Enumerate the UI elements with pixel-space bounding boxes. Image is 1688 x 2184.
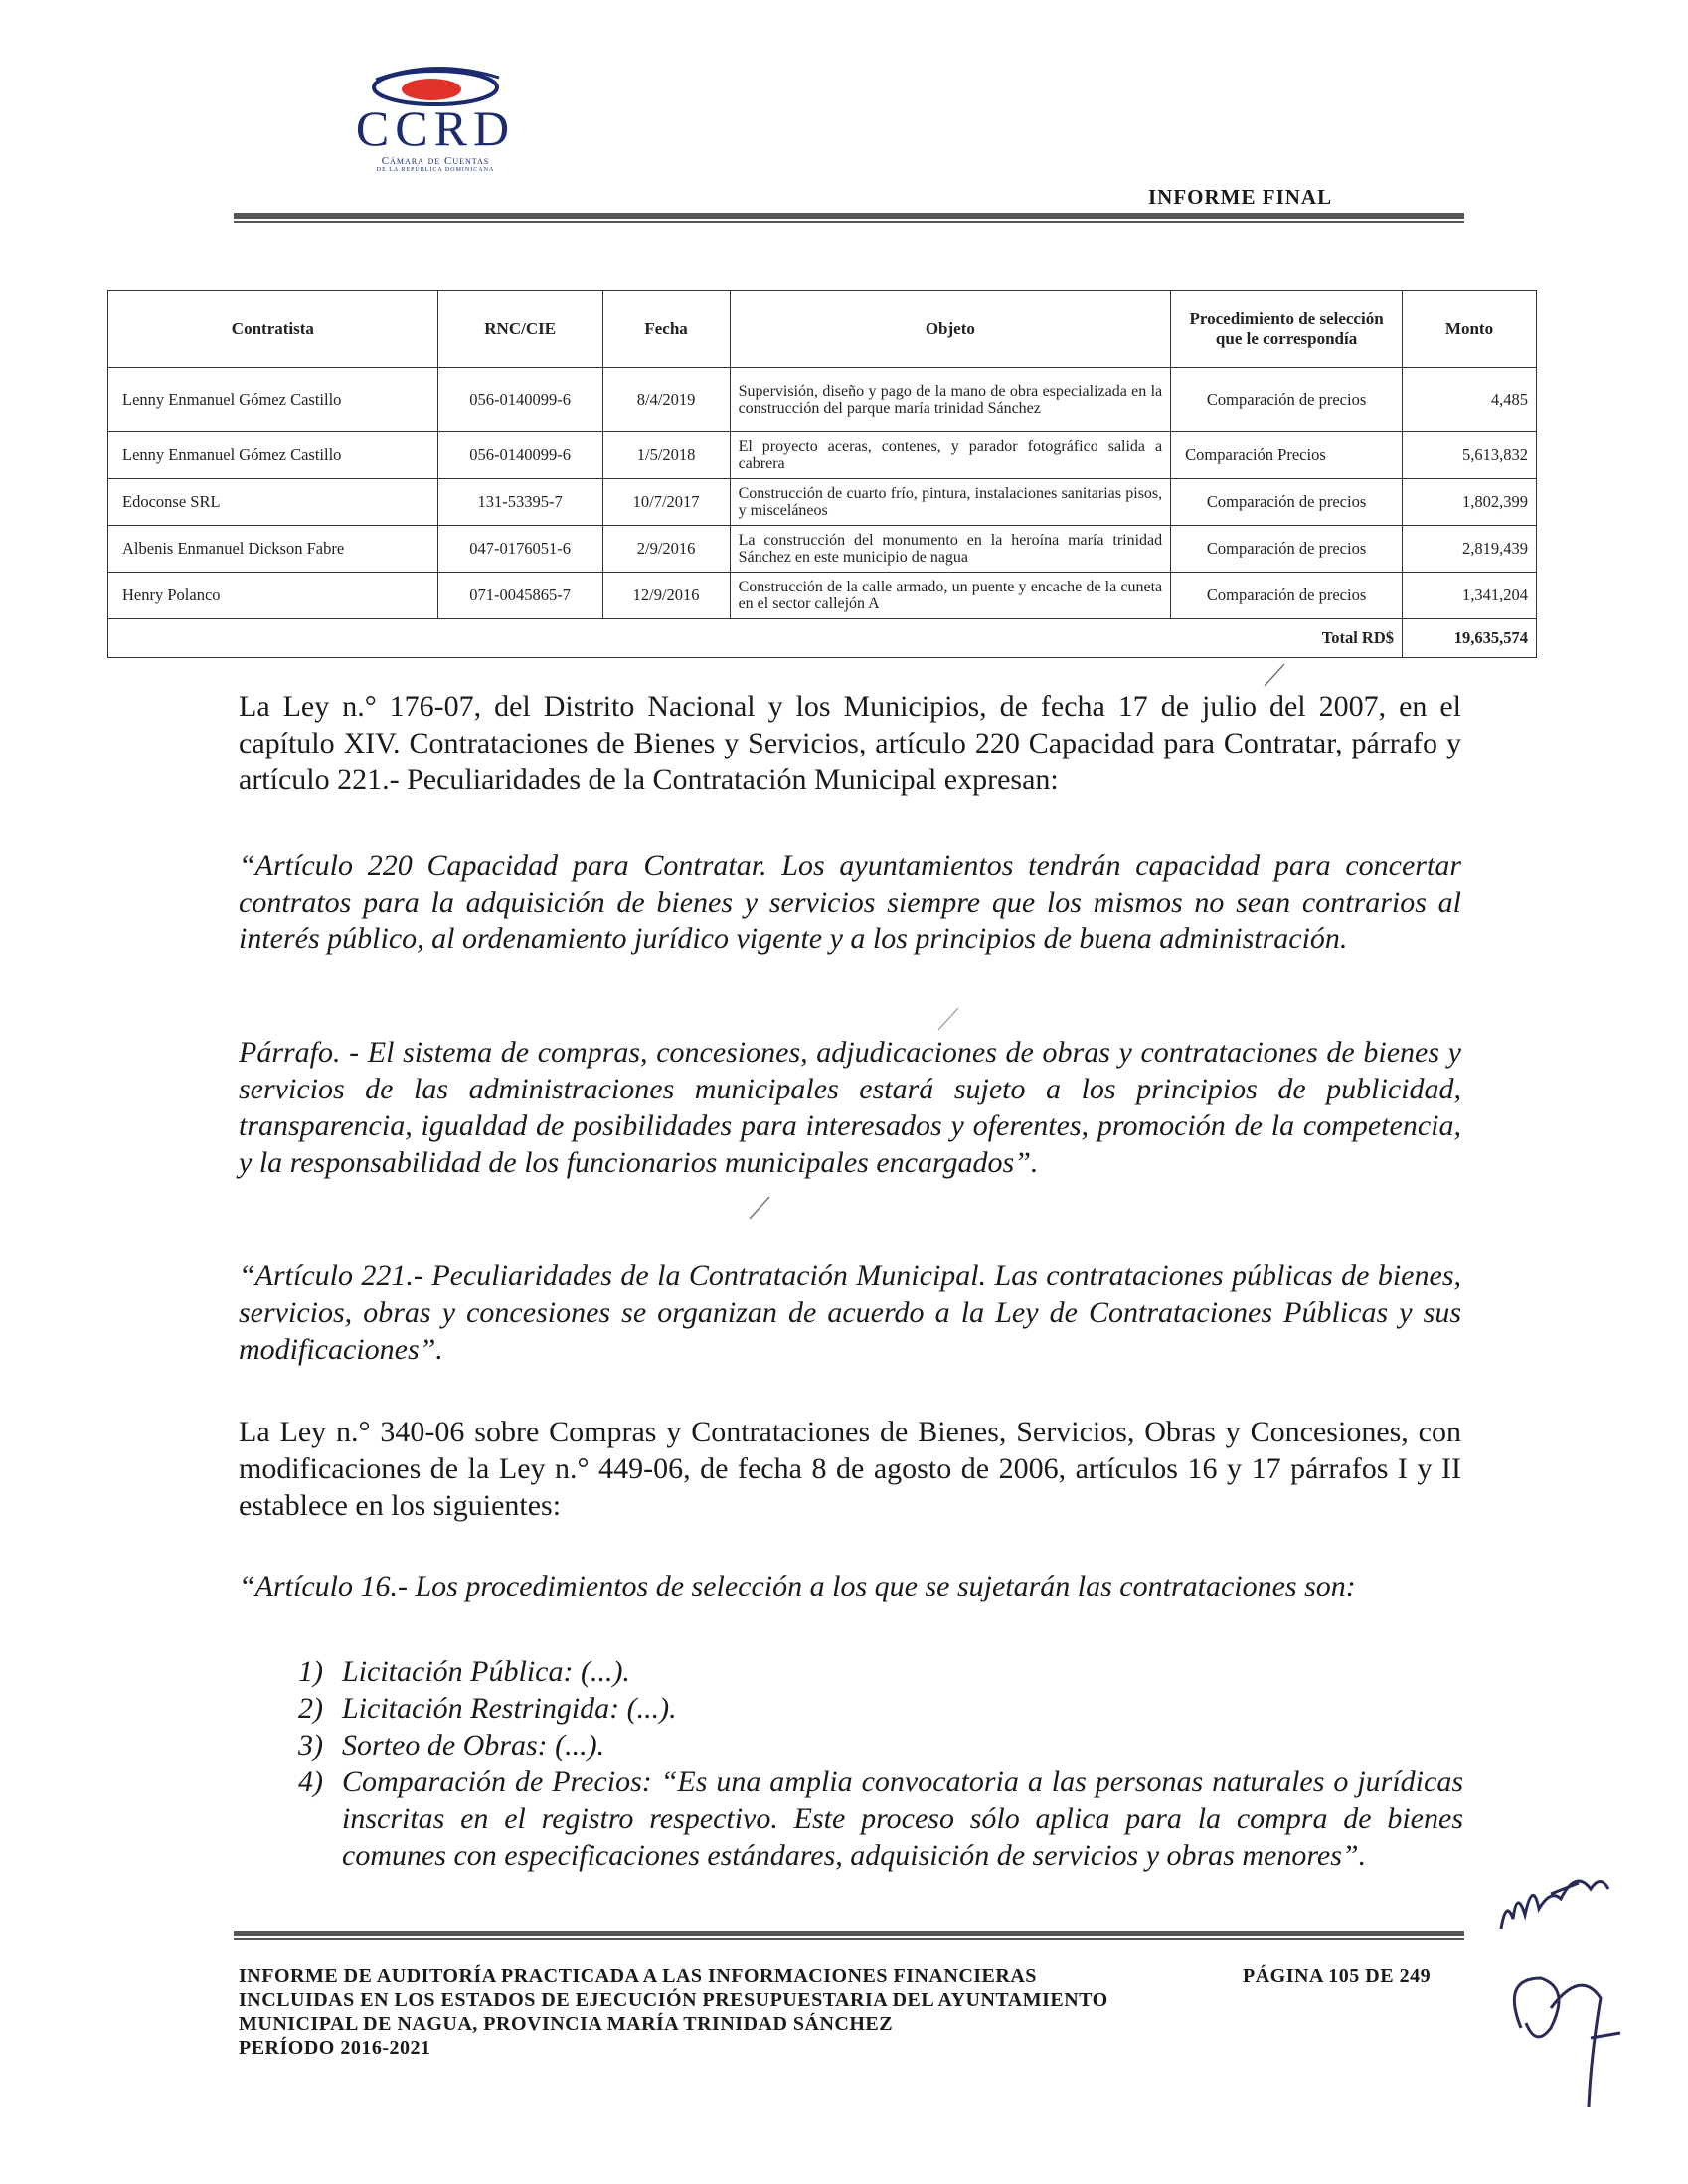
cell-fecha: 1/5/2018 <box>602 432 730 479</box>
cell-monto: 1,341,204 <box>1403 573 1537 619</box>
ccrd-logo <box>316 60 555 173</box>
cell-procedimiento: Comparación de precios <box>1171 479 1403 526</box>
table-row <box>108 432 1537 479</box>
cell-rnc: 131-53395-7 <box>437 479 602 526</box>
list-text: Licitación Pública: (...). <box>342 1655 630 1688</box>
cell-monto: 4,485 <box>1403 368 1537 432</box>
list-item <box>298 1690 1463 1727</box>
paragraph-text: La Ley n.° 176-07, del Distrito Nacional y los Municipios, de fecha 17 de julio del 2007, en el capítulo XIV. Contrataciones de Bienes y Servicios, artículo 220 Capacidad para Contratar, párrafo y artículo 221.- Peculiaridades de la Contratación Municipal expresan: <box>239 690 1461 796</box>
cell-objeto: Construcción de cuarto frío, pintura, instalaciones sanitarias pisos, y misceláneos <box>730 479 1171 526</box>
cell-contratista: Henry Polanco <box>108 573 438 619</box>
list-item <box>298 1653 1463 1690</box>
paragraph-text: Párrafo. - El sistema de compras, concesiones, adjudicaciones de obras y contrataciones de bienes y servicios de las administraciones municipales estará sujeto a los principios de publicidad, transparencia, igualdad de posibilidades para interesados y oferentes, promoción de la competencia, y la responsabilidad de los funcionarios municipales encargados”. <box>239 1036 1461 1179</box>
check-mark-icon <box>1261 660 1290 690</box>
cell-fecha: 8/4/2019 <box>602 368 730 432</box>
header-fecha: Fecha <box>602 291 730 368</box>
cell-monto: 5,613,832 <box>1403 432 1537 479</box>
total-label: Total RD$ <box>1171 619 1403 658</box>
cell-objeto: La construcción del monumento en la heroína maría trinidad Sánchez en este municipio de nagua <box>730 526 1171 573</box>
cell-procedimiento: Comparación de precios <box>1171 573 1403 619</box>
check-mark-icon <box>746 1193 775 1223</box>
contracts-table <box>107 290 1537 658</box>
paragraph-text: La Ley n.° 340-06 sobre Compras y Contrataciones de Bienes, Servicios, Obras y Concesiones, con modificaciones de la Ley n.° 449-06, de fecha 8 de agosto de 2006, artículos 16 y 17 párrafos I y II establece en los siguientes: <box>239 1416 1461 1522</box>
table-row <box>108 573 1537 619</box>
cell-procedimiento: Comparación de precios <box>1171 526 1403 573</box>
cell-objeto: Construcción de la calle armado, un puente y encache de la cuneta en el sector callejón A <box>730 573 1171 619</box>
footer-line-3: MUNICIPAL DE NAGUA, PROVINCIA MARÍA TRINIDAD SÁNCHEZ <box>239 2013 894 2035</box>
check-mark-icon <box>934 1004 964 1034</box>
cell-procedimiento: Comparación Precios <box>1171 432 1403 479</box>
cell-rnc: 056-0140099-6 <box>437 432 602 479</box>
header-monto: Monto <box>1403 291 1537 368</box>
header-objeto: Objeto <box>730 291 1171 368</box>
list-number: 1) <box>298 1655 323 1688</box>
handwritten-initials-icon <box>1481 1859 1660 2157</box>
logo-text: CCRD <box>355 100 516 156</box>
footer-line-2: INCLUIDAS EN LOS ESTADOS DE EJECUCIÓN PRESUPUESTARIA DEL AYUNTAMIENTO <box>239 1989 1108 2011</box>
footer-line-4: PERÍODO 2016-2021 <box>239 2037 431 2059</box>
quote-parrafo <box>239 1034 1461 1181</box>
list-number: 2) <box>298 1692 323 1725</box>
header-rule <box>234 213 1464 223</box>
paragraph-ley-340 <box>239 1414 1461 1524</box>
page-footer <box>239 1964 1461 2060</box>
cell-contratista: Lenny Enmanuel Gómez Castillo <box>108 368 438 432</box>
cell-rnc: 071-0045865-7 <box>437 573 602 619</box>
paragraph-text: “Artículo 16.- Los procedimientos de selección a los que se sujetarán las contrataciones son: <box>239 1570 1356 1602</box>
cell-fecha: 10/7/2017 <box>602 479 730 526</box>
table-row <box>108 479 1537 526</box>
list-text: Sorteo de Obras: (...). <box>342 1729 605 1762</box>
list-text: Licitación Restringida: (...). <box>342 1692 677 1725</box>
cell-fecha: 12/9/2016 <box>602 573 730 619</box>
doc-title: INFORME FINAL <box>1148 185 1333 209</box>
list-item <box>298 1764 1463 1874</box>
logo-subtitle: Cámara de Cuentas <box>381 155 490 167</box>
list-number: 3) <box>298 1729 323 1762</box>
quote-articulo-16 <box>239 1568 1461 1604</box>
list-item <box>298 1727 1463 1764</box>
table-row <box>108 526 1537 573</box>
list-text: Comparación de Precios: “Es una amplia convocatoria a las personas naturales o jurídicas inscritas en el registro respectivo. Este proceso sólo aplica para la compra de bienes comunes con especificaciones estándares, adquisición de servicios y obras menores”. <box>342 1765 1463 1872</box>
header-contratista: Contratista <box>108 291 438 368</box>
cell-contratista: Albenis Enmanuel Dickson Fabre <box>108 526 438 573</box>
selection-procedures-list <box>298 1653 1463 1874</box>
footer-line-1: INFORME DE AUDITORÍA PRACTICADA A LAS INFORMACIONES FINANCIERAS <box>239 1965 1037 1987</box>
cell-fecha: 2/9/2016 <box>602 526 730 573</box>
logo-subtitle-2: DE LA REPÚBLICA DOMINICANA <box>376 167 495 173</box>
header-procedimiento: Procedimiento de selección que le correspondía <box>1171 291 1403 368</box>
quote-articulo-221 <box>239 1258 1461 1368</box>
table-total-row <box>108 619 1537 658</box>
page-number: PÁGINA 105 DE 249 <box>1243 1965 1432 1987</box>
cell-monto: 1,802,399 <box>1403 479 1537 526</box>
quote-articulo-220 <box>239 847 1461 957</box>
cell-contratista: Edoconse SRL <box>108 479 438 526</box>
paragraph-text: “Artículo 220 Capacidad para Contratar. Los ayuntamientos tendrán capacidad para concertar contratos para la adquisición de bienes y servicios siempre que los mismos no sean contrarios al interés público, al ordenamiento jurídico vigente y a los principios de buena administración. <box>239 849 1461 955</box>
cell-objeto: El proyecto aceras, contenes, y parador fotográfico salida a cabrera <box>730 432 1171 479</box>
cell-monto: 2,819,439 <box>1403 526 1537 573</box>
table-header-row <box>108 291 1537 368</box>
table-row <box>108 368 1537 432</box>
cell-contratista: Lenny Enmanuel Gómez Castillo <box>108 432 438 479</box>
cell-rnc: 047-0176051-6 <box>437 526 602 573</box>
footer-rule <box>234 1931 1464 1940</box>
total-value: 19,635,574 <box>1403 619 1537 658</box>
cell-rnc: 056-0140099-6 <box>437 368 602 432</box>
cell-objeto: Supervisión, diseño y pago de la mano de obra especializada en la construcción del parque maría trinidad Sánchez <box>730 368 1171 432</box>
list-number: 4) <box>298 1765 323 1798</box>
paragraph-ley-176 <box>239 688 1461 798</box>
header-rnc: RNC/CIE <box>437 291 602 368</box>
cell-procedimiento: Comparación de precios <box>1171 368 1403 432</box>
paragraph-text: “Artículo 221.- Peculiaridades de la Contratación Municipal. Las contrataciones públicas de bienes, servicios, obras y concesiones se organizan de acuerdo a la Ley de Contrataciones Públicas y sus modificaciones”. <box>239 1260 1461 1366</box>
